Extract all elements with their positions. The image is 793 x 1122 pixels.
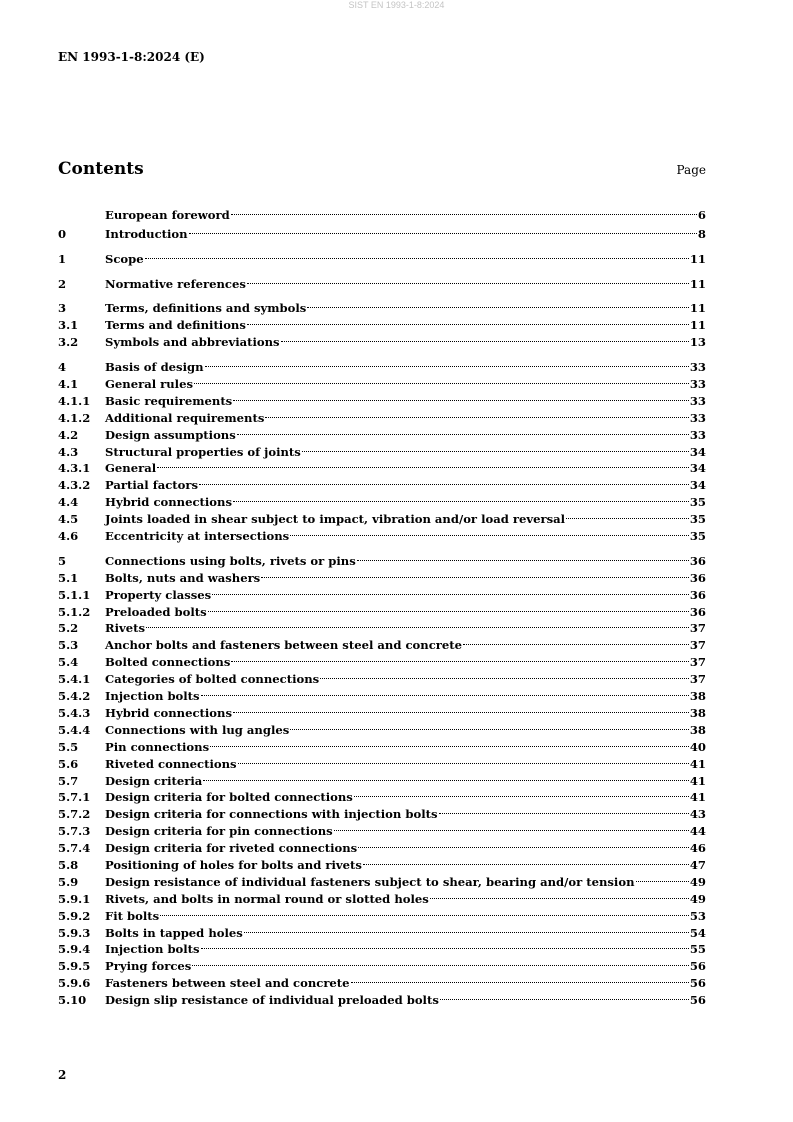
toc-entry-page: 46 — [689, 841, 706, 856]
dot-leader — [439, 801, 689, 818]
toc-entry-page: 34 — [689, 461, 706, 476]
dot-leader — [192, 953, 689, 970]
toc-entry-number: 5.7.2 — [58, 807, 91, 822]
dot-leader — [201, 683, 689, 700]
toc-entry-page: 6 — [697, 207, 706, 222]
toc-entry-title: Connections with lug angles — [105, 722, 290, 737]
toc-entry-number: 3.1 — [58, 318, 79, 333]
dot-leader — [463, 632, 689, 649]
toc-entry-number: 4.1.1 — [58, 393, 91, 408]
toc-entry-page: 33 — [689, 377, 706, 392]
toc-entry[interactable] — [58, 616, 706, 636]
toc-entry-title: Eccentricity at intersections — [105, 529, 290, 544]
dot-leader — [357, 548, 689, 565]
toc-entry-number: 4.5 — [58, 512, 79, 527]
toc-entry-title: Fasteners between steel and concrete — [105, 976, 350, 991]
toc-entry-number: 5.3 — [58, 638, 79, 653]
toc-entry-title: General — [105, 461, 157, 476]
toc-entry-page: 43 — [689, 807, 706, 822]
toc-entry-title: Preloaded bolts — [105, 604, 207, 619]
toc-entry-number: 5.7.3 — [58, 824, 91, 839]
dot-leader — [146, 616, 689, 633]
toc-entry-title: Structural properties of joints — [105, 444, 301, 459]
dot-leader — [261, 565, 689, 582]
toc-entry-title: Terms and definitions — [105, 318, 246, 333]
toc-entry-number: 5.9 — [58, 874, 79, 889]
dot-leader — [145, 246, 689, 263]
dot-leader — [231, 649, 689, 666]
dot-leader — [212, 582, 689, 599]
toc-entry-page: 37 — [689, 638, 706, 653]
dot-leader — [290, 523, 689, 540]
toc-entry-title: Design criteria for connections with injection bolts — [105, 807, 438, 822]
toc-entry-page: 37 — [689, 672, 706, 687]
toc-entry-title: Bolts in tapped holes — [105, 925, 243, 940]
toc-entry-number: 4.4 — [58, 495, 79, 510]
toc-entry-page: 11 — [689, 318, 706, 333]
dot-leader — [233, 700, 689, 717]
toc-entry-title: European foreword — [105, 207, 230, 222]
toc-entry-title: Rivets — [105, 621, 146, 636]
toc-entry-title: Design criteria — [105, 773, 203, 788]
toc-entry-page: 33 — [689, 427, 706, 442]
toc-entry-page: 34 — [689, 478, 706, 493]
dot-leader — [201, 937, 689, 954]
toc-entry-number: 5.4 — [58, 655, 79, 670]
toc-entry-page: 35 — [689, 529, 706, 544]
toc-entry-number: 4.3 — [58, 444, 79, 459]
toc-entry-number: 4 — [58, 360, 67, 375]
toc-entry-number: 5.6 — [58, 756, 79, 771]
toc-entry-number: 5.9.2 — [58, 908, 91, 923]
toc-entry-number: 0 — [58, 226, 67, 241]
toc-entry-page: 33 — [689, 360, 706, 375]
toc-entry-number: 5.9.6 — [58, 976, 91, 991]
toc-entry-page: 38 — [689, 689, 706, 704]
toc-entry-page: 40 — [689, 739, 706, 754]
dot-leader — [210, 734, 689, 751]
toc-entry-title: Riveted connections — [105, 756, 237, 771]
dot-leader — [334, 818, 689, 835]
toc-entry-number: 4.3.1 — [58, 461, 91, 476]
toc-entry-number: 5.7.4 — [58, 841, 91, 856]
dot-leader — [247, 271, 689, 288]
toc-entry-page: 49 — [689, 874, 706, 889]
toc-entry-page: 35 — [689, 495, 706, 510]
toc-entry-title: Additional requirements — [105, 410, 265, 425]
toc-entry-number: 5.7.1 — [58, 790, 91, 805]
dot-leader — [351, 970, 689, 987]
dot-leader — [430, 886, 689, 903]
toc-entry-title: Bolted connections — [105, 655, 231, 670]
toc-entry-number: 1 — [58, 251, 67, 266]
toc-entry-page: 11 — [689, 301, 706, 316]
toc-entry-title: Positioning of holes for bolts and rivets — [105, 857, 362, 872]
toc-entry-title: Injection bolts — [105, 689, 200, 704]
toc-entry-number: 5 — [58, 553, 67, 568]
dot-leader — [160, 903, 689, 920]
toc-entry-title: Scope — [105, 251, 144, 266]
dot-leader — [205, 354, 689, 371]
dot-leader — [636, 869, 689, 886]
page-column-label: Page — [676, 163, 706, 177]
toc-entry-number: 5.1 — [58, 570, 79, 585]
toc-entry-title: Connections using bolts, rivets or pins — [105, 553, 356, 568]
dot-leader — [199, 472, 689, 489]
toc-entry-page: 36 — [689, 553, 706, 568]
dot-leader — [358, 835, 689, 852]
toc-entry-page: 38 — [689, 722, 706, 737]
toc-entry-page: 36 — [689, 587, 706, 602]
toc-entry-number: 3.2 — [58, 335, 79, 350]
toc-entry-title: Normative references — [105, 276, 246, 291]
toc-entry-title: Injection bolts — [105, 942, 200, 957]
toc-entry-title: Design slip resistance of individual preloaded bolts — [105, 993, 439, 1008]
toc-entry-page: 8 — [697, 226, 706, 241]
toc-entry-number: 5.9.4 — [58, 942, 91, 957]
toc-entry[interactable] — [58, 246, 706, 266]
toc-entry-number: 4.6 — [58, 529, 79, 544]
toc-entry-page: 55 — [689, 942, 706, 957]
toc-entry-number: 5.9.1 — [58, 891, 91, 906]
toc-entry-number: 5.9.5 — [58, 959, 91, 974]
toc-entry-page: 36 — [689, 570, 706, 585]
toc-entry-title: Design assumptions — [105, 427, 236, 442]
dot-leader — [237, 422, 689, 439]
toc-entry-number: 5.8 — [58, 857, 79, 872]
toc-entry[interactable] — [58, 354, 706, 375]
toc-entry-title: Design criteria for bolted connections — [105, 790, 353, 805]
dot-leader — [440, 987, 689, 1004]
dot-leader — [265, 405, 689, 422]
dot-leader — [157, 456, 689, 473]
dot-leader — [320, 666, 689, 683]
toc-entry-title: Rivets, and bolts in normal round or slotted holes — [105, 891, 429, 906]
dot-leader — [307, 296, 689, 313]
dot-leader — [363, 852, 689, 869]
dot-leader — [354, 785, 689, 802]
toc-entry-number: 4.3.2 — [58, 478, 91, 493]
toc-entry-number: 5.1.2 — [58, 604, 91, 619]
dot-leader — [233, 489, 689, 506]
toc-entry-number: 4.1 — [58, 377, 79, 392]
toc-entry-title: Hybrid connections — [105, 495, 232, 510]
toc-entry[interactable] — [58, 548, 706, 568]
toc-entry-number: 5.2 — [58, 621, 79, 636]
toc-entry-number: 5.1.1 — [58, 587, 91, 602]
toc-entry-title: Bolts, nuts and washers — [105, 570, 261, 585]
toc-entry-title: Anchor bolts and fasteners between steel and concrete — [105, 638, 462, 653]
toc-entry-title: Basis of design — [105, 360, 204, 375]
toc-entry-title: Partial factors — [105, 478, 199, 493]
dot-leader — [238, 751, 689, 768]
toc-entry-page: 41 — [689, 790, 706, 805]
toc-entry-page: 36 — [689, 604, 706, 619]
toc-entry-page: 56 — [689, 959, 706, 974]
dot-leader — [566, 506, 689, 523]
dot-leader — [290, 717, 689, 734]
contents-heading: Contents — [58, 159, 144, 179]
toc-entry-page: 37 — [689, 655, 706, 670]
toc-entry-title: Design criteria for pin connections — [105, 824, 333, 839]
dot-leader — [194, 371, 689, 388]
toc-entry-title: Basic requirements — [105, 393, 233, 408]
toc-entry-number: 2 — [58, 276, 67, 291]
toc-entry-number: 5.4.3 — [58, 705, 91, 720]
toc-entry[interactable] — [58, 271, 706, 291]
toc-entry-title: Prying forces — [105, 959, 192, 974]
toc-entry-title: General rules — [105, 377, 193, 392]
dot-leader — [231, 202, 697, 219]
toc-entry-page: 11 — [689, 251, 706, 266]
toc-entry-page: 44 — [689, 824, 706, 839]
document-id: EN 1993-1-8:2024 (E) — [58, 50, 205, 64]
toc-entry-title: Introduction — [105, 226, 188, 241]
toc-entry-title: Property classes — [105, 587, 212, 602]
toc-entry-number: 4.2 — [58, 427, 79, 442]
dot-leader — [247, 312, 689, 329]
toc-entry-title: Fit bolts — [105, 908, 160, 923]
dot-leader — [208, 599, 689, 616]
toc-entry-number: 5.4.4 — [58, 722, 91, 737]
toc-entry-number: 5.4.2 — [58, 689, 91, 704]
toc-entry-page: 49 — [689, 891, 706, 906]
toc-entry-page: 56 — [689, 993, 706, 1008]
toc-entry-page: 53 — [689, 908, 706, 923]
dot-leader — [244, 920, 689, 937]
toc-entry-page: 47 — [689, 857, 706, 872]
table-of-contents — [58, 202, 706, 1008]
toc-entry-title: Design resistance of individual fasteners subject to shear, bearing and/or tension — [105, 874, 635, 889]
toc-entry-title: Design criteria for riveted connections — [105, 841, 358, 856]
toc-entry-number: 5.10 — [58, 993, 87, 1008]
toc-entry-title: Symbols and abbreviations — [105, 335, 280, 350]
toc-entry-page: 37 — [689, 621, 706, 636]
toc-entry-page: 54 — [689, 925, 706, 940]
toc-entry-page: 34 — [689, 444, 706, 459]
toc-entry-page: 56 — [689, 976, 706, 991]
toc-entry-page: 38 — [689, 705, 706, 720]
toc-entry-page: 41 — [689, 756, 706, 771]
toc-entry-title: Terms, definitions and symbols — [105, 301, 307, 316]
toc-entry-page: 11 — [689, 276, 706, 291]
toc-entry[interactable] — [58, 296, 706, 316]
toc-entry[interactable] — [58, 632, 706, 653]
toc-entry-number: 4.1.2 — [58, 410, 91, 425]
toc-entry-number: 5.4.1 — [58, 672, 91, 687]
toc-entry-page: 33 — [689, 393, 706, 408]
dot-leader — [281, 329, 689, 346]
watermark: SIST EN 1993-1-8:2024 — [348, 0, 445, 10]
dot-leader — [233, 388, 689, 405]
dot-leader — [203, 768, 689, 785]
toc-entry-title: Categories of bolted connections — [105, 672, 320, 687]
toc-entry-title: Joints loaded in shear subject to impact, vibration and/or load reversal — [105, 512, 566, 527]
toc-entry-number: 5.9.3 — [58, 925, 91, 940]
toc-entry[interactable] — [58, 202, 706, 222]
toc-entry-number: 3 — [58, 301, 67, 316]
toc-entry-page: 33 — [689, 410, 706, 425]
toc-entry-page: 35 — [689, 512, 706, 527]
toc-entry-number: 5.5 — [58, 739, 79, 754]
toc-entry-title: Pin connections — [105, 739, 210, 754]
dot-leader — [189, 221, 697, 238]
toc-entry-number: 5.7 — [58, 773, 79, 788]
toc-entry-page: 41 — [689, 773, 706, 788]
dot-leader — [302, 439, 689, 456]
toc-entry-title: Hybrid connections — [105, 705, 232, 720]
page-number: 2 — [58, 1068, 67, 1082]
toc-entry-page: 13 — [689, 335, 706, 350]
